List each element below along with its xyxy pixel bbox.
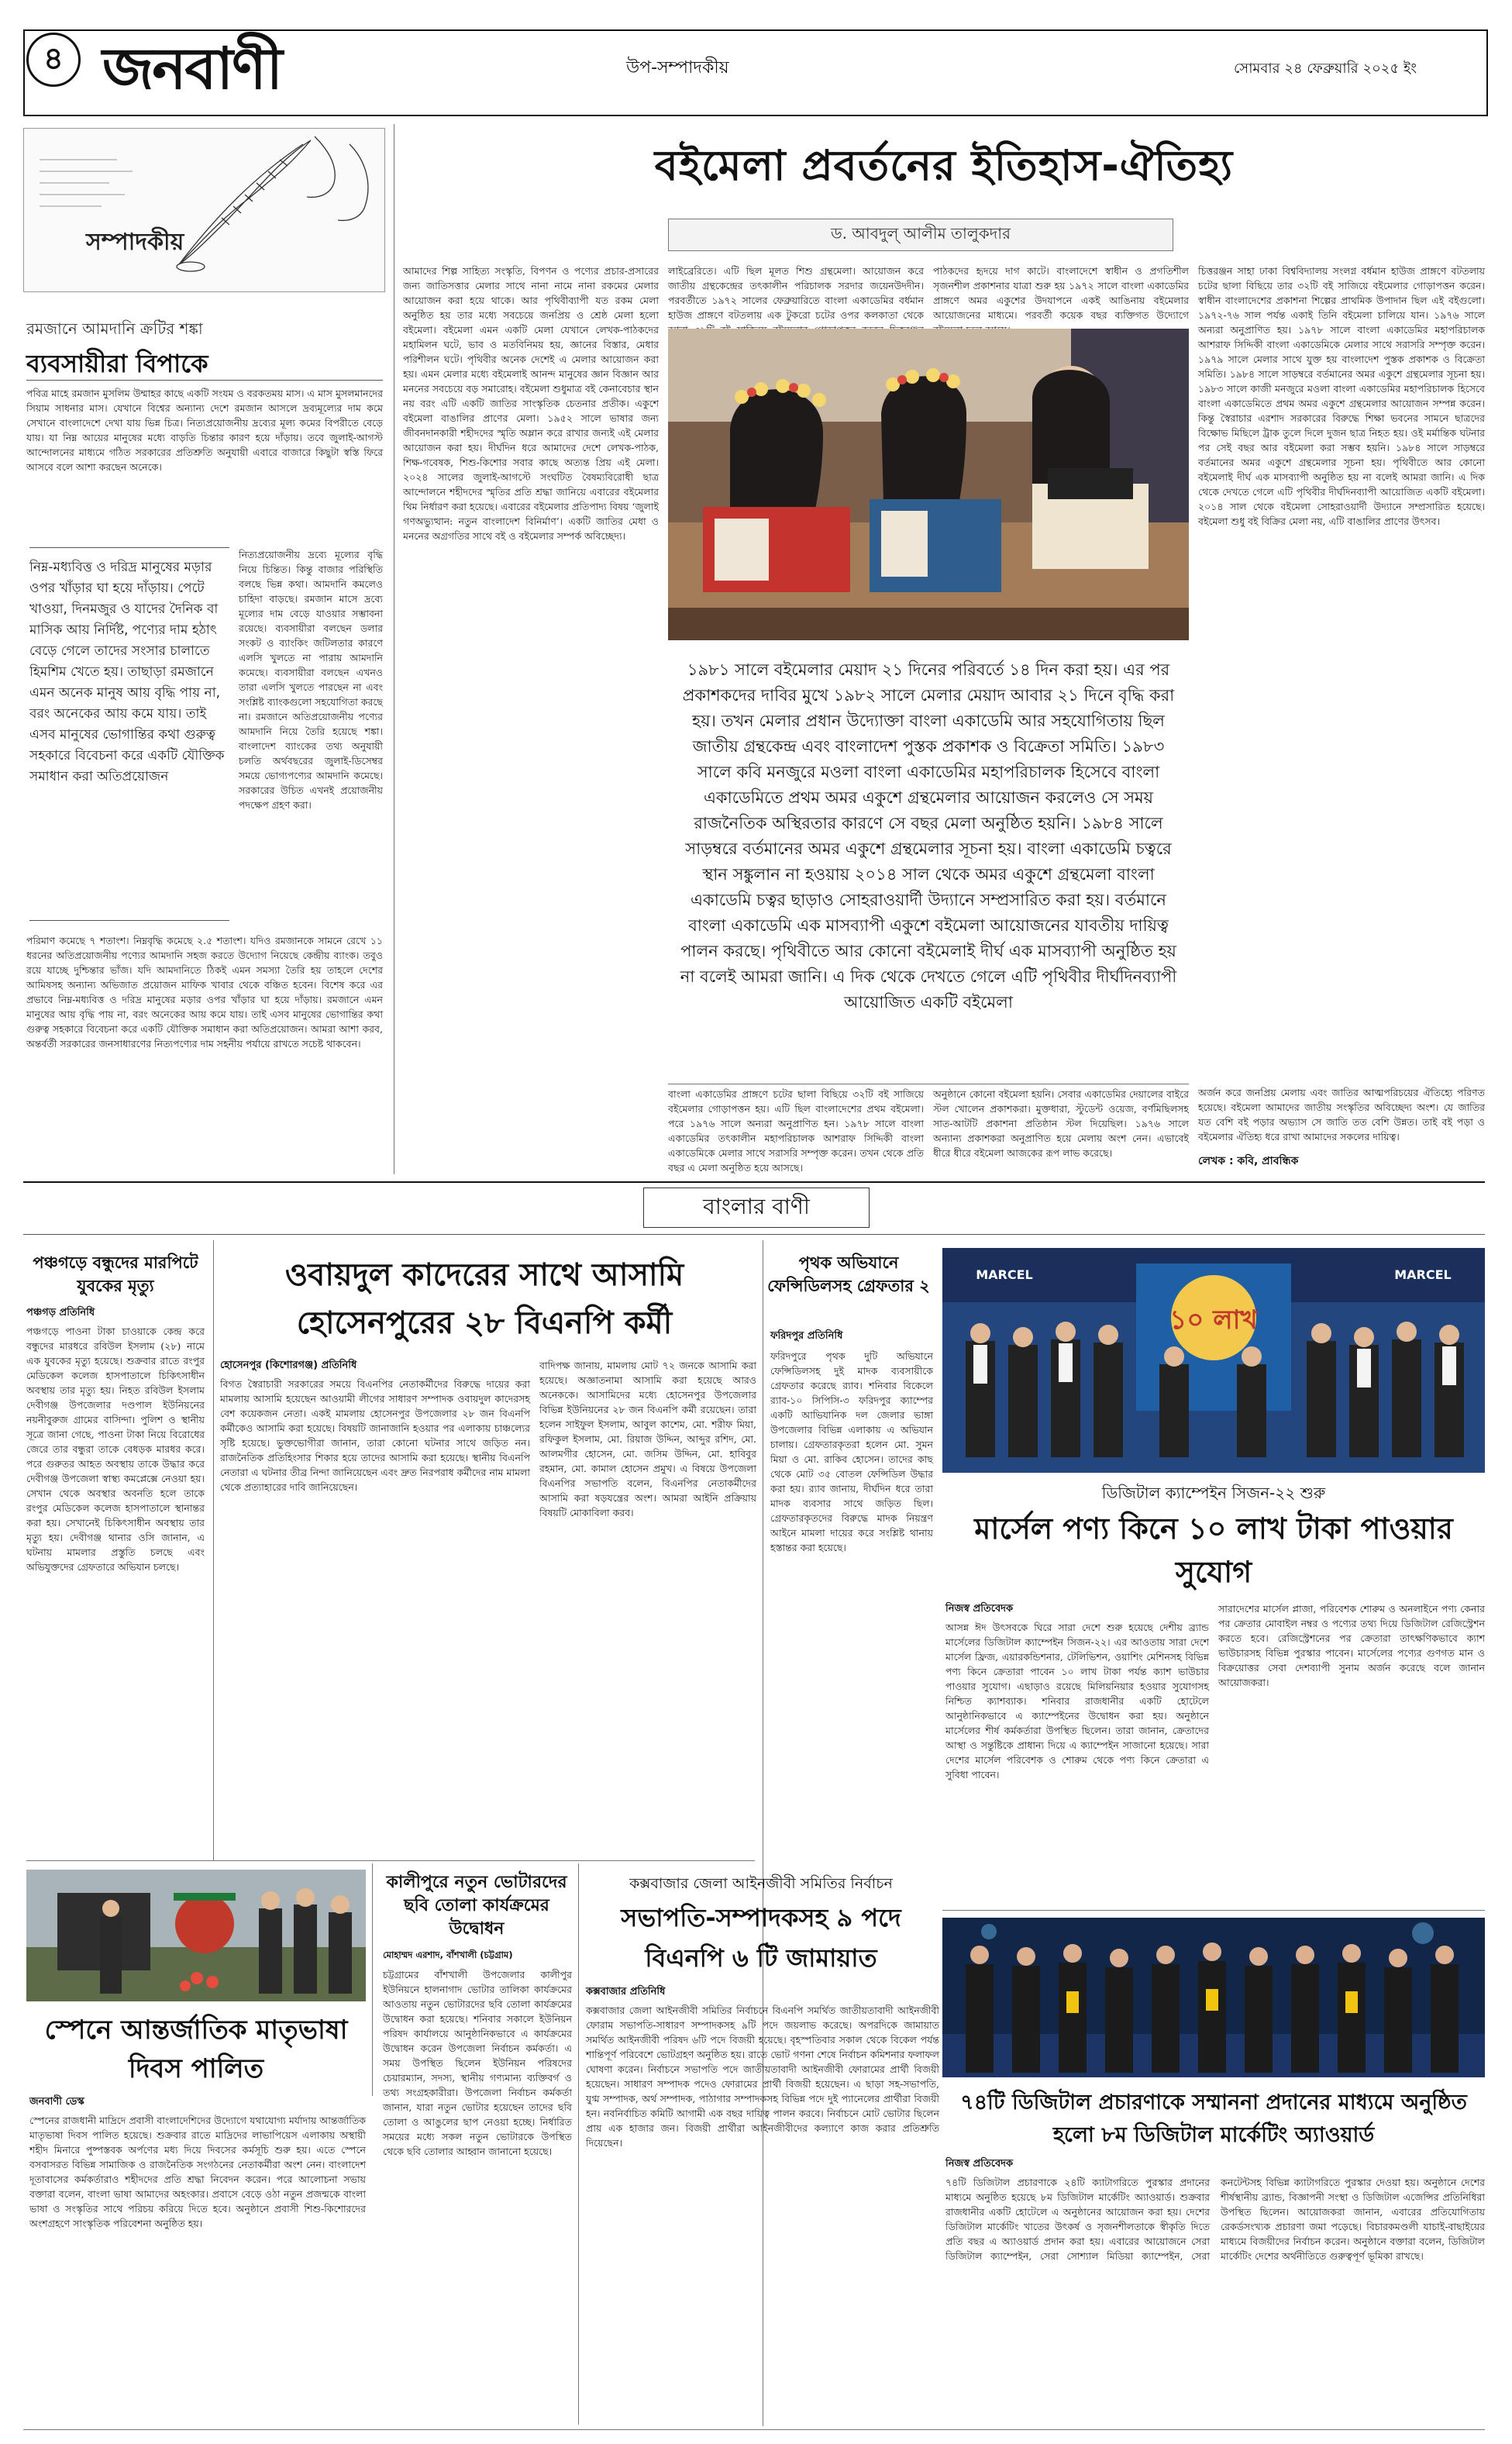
digital-title: ৭৪টি ডিজিটাল প্রচারণাকে সম্মাননা প্রদানের মাধ্যমে অনুষ্ঠিত হলো ৮ম ডিজিটাল মার্কেটিং অ্যাওয়ার্ড — [960, 2091, 1467, 2147]
spain-photo-art — [26, 1870, 366, 2001]
spain-reporter: জনবাণী ডেস্ক — [29, 2096, 84, 2108]
page-number: ৪ — [43, 40, 64, 77]
panchagarh-title: পঞ্চগড়ে বন্ধুদের মারপিটে যুবকের মৃত্যু — [33, 1253, 198, 1295]
panchagarh-body: পঞ্চগড়ে পাওনা টাকা চাওয়াকে কেন্দ্র করে বন্ধুদের মারধরে রবিউল ইসলাম (২৮) নামে এক যুবকের মৃত্যু হয়েছে। শুক্রবার রাতে রংপুর মেডিকেল কলেজ হাসপাতালে চিকিৎসাধীন অবস্থায় তার মৃত্যু হয়। নিহত রবিউল ইসলাম দেবীগঞ্জ উপজেলার দণ্ডপাল ইউনিয়নের নয়নীবুরুজ গ্রামের বাসিন্দা। পুলিশ ও স্থানীয় সূত্রে জানা গেছে, পাওনা টাকা নিয়ে বিরোধের জেরে তার বন্ধুরা তাকে বেধড়ক মারধর করে। পরে গুরুতর আহত অবস্থায় তাকে উদ্ধার করে দেবীগঞ্জ উপজেলা স্বাস্থ্য কমপ্লেক্সে নেওয়া হয়। সেখান থেকে অবস্থার অবনতি হলে তাকে রংপুর মেডিকেল কলেজ হাসপাতালে স্থানান্তর করা হয়। সেখানেই চিকিৎসাধীন অবস্থায় তার মৃত্যু হয়। দেবীগঞ্জ থানার ওসি জানান, এ ঘটনায় মামলার প্রস্তুতি চলছে এবং অভিযুক্তদের গ্রেফতারে অভিযান চলছে। — [26, 1325, 205, 1573]
section-label: উপ-সম্পাদকীয় — [626, 58, 729, 78]
obaidul-body-1: বিগত স্বৈরাচারী সরকারের সময়ে বিএনপির নেতাকর্মীদের বিরুদ্ধে দায়ের করা মামলায় আসামি হয়েছেন আওয়ামী লীগের সাধারণ সম্পাদক ওবায়দুল কাদেরসহ বেশ কয়েকজন নেতা। একই মামলায় হোসেনপুর উপজেলার ২৮ জন বিএনপি কর্মীকেও আসামি করা হয়েছে। বিষয়টি জানাজানি হওয়ার পর এলাকায় চাঞ্চল্যের সৃষ্টি হয়েছে। ভুক্তভোগীরা জানান, তারা কোনো ঘটনার সাথে জড়িত নন। রাজনৈতিক প্রতিহিংসার শিকার হয়ে তাদের আসামি করা হয়েছে। স্থানীয় বিএনপি নেতারা এ ঘটনার তীব্র নিন্দা জানিয়েছেন এবং দ্রুত নিরপরাধ কর্মীদের নাম মামলা থেকে প্রত্যাহারের দাবি জানিয়েছেন। — [220, 1378, 530, 1493]
feature-pullquote-text: ১৯৮১ সালে বইমেলার মেয়াদ ২১ দিনের পরিবর্তে ১৪ দিন করা হয়। এর পর প্রকাশকদের দাবির মুখে ১৯৮২ সালে মেলার মেয়াদ আবার ২১ দিনে বৃদ্ধি করা হয়। তখন মেলার প্রধান উদ্যোক্তা বাংলা একাডেমি আর সহযোগিতায় ছিল জাতীয় গ্রন্থকেন্দ্র এবং বাংলাদেশ পুস্তক প্রকাশক ও বিক্রেতা সমিতি। ১৯৮৩ সালে কবি মনজুরে মওলা বাংলা একাডেমির মহাপরিচালক হিসেবে বাংলা একাডেমিতে প্রথম অমর একুশে গ্রন্থমেলার আয়োজন করলেও সে সময় রাজনৈতিক অস্থিরতার কারণে সে বছর মেলা অনুষ্ঠিত হয়নি। ১৯৮৪ সালে সাড়ম্বরে বর্তমানের অমর একুশে গ্রন্থমেলার সূচনা হয়। বাংলা একাডেমি চত্বরে স্থান সঙ্কুলান না হওয়ায় ২০১৪ সাল থেকে অমর একুশে গ্রন্থমেলা বাংলা একাডেমি চত্বর ছাড়াও সোহরাওয়ার্দী উদ্যানে সম্প্রসারিত করা হয়। বর্তমানে বাংলা একাডেমি এক মাসব্যাপী একুশে বইমেলা আয়োজনের যাবতীয় দায়িত্ব পালন করছে। পৃথিবীতে আর কোনো বইমেলাই দীর্ঘ এক মাসব্যাপী অনুষ্ঠিত হয় না বলেই আমরা জানি। এ দিক থেকে দেখতে গেলে এটি পৃথিবীর দীর্ঘদিনব্যাপী আয়োজিত একটি বইমেলা — [680, 660, 1177, 1012]
obaidul-reporter: হোসেনপুর (কিশোরগঞ্জ) প্রতিনিধি — [220, 1360, 357, 1371]
hr-kalipur — [372, 1863, 373, 2096]
page-bottom-rule — [23, 2429, 1485, 2430]
marcel-brand-text: MARCEL — [1394, 1267, 1452, 1282]
editorial-kicker: রমজানে আমদানি ক্রটির শঙ্কা — [26, 319, 203, 338]
editorial-banner — [23, 128, 385, 292]
issue-date: সোমবার ২৪ ফেব্রুয়ারি ২০২৫ ইং — [1234, 60, 1417, 77]
feature-below-right: অনুষ্ঠানে কোনো বইমেলা হয়নি। সেবার একাডেমির দেয়ালের বাইরে স্টল খোলেন প্রকাশকরা। মুক্তধারা, স্টুডেন্ট ওয়েজ, বর্ণমিছিলসহ সাত-আটটি প্রকাশনা প্রতিষ্ঠান স্টল দিয়েছিল। ১৯৭৬ সালে অন্যান্য প্রকাশকরা অনুপ্রাণিত হয়ে মেলায় অংশ নেন। এভাবেই ধীরে ধীরে বইমেলা আজকের রূপ লাভ করেছে। — [933, 1088, 1189, 1159]
section-rule-bottom — [23, 1234, 1485, 1235]
kalipur-title: কালীপুরে নতুন ভোটারদের ছবি তোলা কার্যক্রমের উদ্বোধন — [386, 1873, 567, 1939]
faridpur-title: পৃথক অভিযানে ফেন্সিডিলসহ গ্রেফতার ২ — [767, 1253, 930, 1295]
marcel-reporter: নিজস্ব প্রতিবেদক — [945, 1603, 1014, 1615]
page-number-badge — [26, 33, 81, 87]
svg-text:MARCEL: MARCEL — [976, 1267, 1033, 1282]
feature-pullquote — [668, 650, 1189, 1084]
bottom-section-banner — [643, 1188, 870, 1228]
spain-body: স্পেনের রাজধানী মাদ্রিদে প্রবাসী বাংলাদেশিদের উদ্যোগে যথাযোগ্য মর্যাদায় আন্তর্জাতিক মাতৃভাষা দিবস পালিত হয়েছে। শুক্রবার রাতে মাদ্রিদের লাভাপিয়েস এলাকায় অস্থায়ী শহীদ মিনারে পুষ্পস্তবক অর্পণের মধ্য দিয়ে দিবসের কর্মসূচি শুরু হয়। এতে স্পেনে বসবাসরত বিভিন্ন সামাজিক ও রাজনৈতিক সংগঠনের নেতাকর্মীরা অংশ নেন। বাংলাদেশ দূতাবাসের কর্মকর্তারাও শহীদদের প্রতি শ্রদ্ধা নিবেদন করেন। পরে আলোচনা সভায় বক্তারা বলেন, বাংলা ভাষা আমাদের অহংকার। প্রবাসে বেড়ে ওঠা নতুন প্রজন্মকে বাংলা ভাষা ও সংস্কৃতির সাথে পরিচয় করিয়ে দিতে হবে। অনুষ্ঠানে প্রবাসী শিশু-কিশোরদের অংশগ্রহণে সাংস্কৃতিক পরিবেশনা অনুষ্ঠিত হয়। — [29, 2115, 366, 2229]
logo — [102, 36, 405, 110]
marcel-photo — [942, 1248, 1485, 1473]
feature-title: বইমেলা প্রবর্তনের ইতিহাস-ঐতিহ্য — [654, 141, 1234, 190]
editorial-title: ব্যবসায়ীরা বিপাকে — [26, 349, 208, 378]
editorial-body-col: নিত্যপ্রয়োজনীয় দ্রব্যে মূল্যের বৃদ্ধি নিয়ে চিন্তিত। কিন্তু বাজার পরিস্থিতি বলছে ভিন্ন কথা। আমদানি কমলেও চাহিদা বাড়ছে। রমজান মাসে দ্রব্যে মূল্যের দাম বেড়ে যাওয়ার সম্ভাবনা রয়েছে। ব্যবসায়ীরা বলছেন ডলার সংকট ও ব্যাংকিং জটিলতার কারণে এলসি খুলতে না পারায় আমদানি কমেছে। ব্যবসায়ীরা বলছেন এখনও তারা এলসি খুলতে পারছেন না এবং সংশ্লিষ্ট ব্যাংকগুলো সহযোগিতা করছে না। রমজানে অতিপ্রয়োজনীয় পণ্যের আমদানি নিয়ে তৈরি হয়েছে শঙ্কা। বাংলাদেশ ব্যাংকের তথ্য অনুযায়ী চলতি অর্থবছরের জুলাই-ডিসেম্বর সময়ে ভোগ্যপণ্যের আমদানি কমেছে। সরকারের উচিত এখনই প্রয়োজনীয় পদক্ষেপ গ্রহণ করা। — [239, 549, 383, 811]
feature-col-1: আমাদের শিল্প সাহিত্য সংস্কৃতি, বিপণন ও পণ্যের প্রচার-প্রসারের জন্য জাতিসত্তার মেলার সাথে নানা নামে নানা রকমের মেলার আয়োজন করা হয়ে থাকে। আর পৃথিবীব্যাপী যত রকম মেলা অনুষ্ঠিত হয় তার মধ্যে সবচেয়ে জনপ্রিয় ও শ্রেষ্ঠ মেলা হলো বইমেলা। বইমেলা এমন একটি মেলা যেখানে লেখক-পাঠকদের মহামিলন ঘটে, ভাব ও মতবিনিময় হয়, জ্ঞানের বিস্তার, মেধার পরিশীলন ঘটে। পৃথিবীর অনেক দেশেই এ মেলার আয়োজন করা হয়। এমন মেলার মধ্যে বইমেলাই আনন্দ মানুষের জ্ঞান বিজ্ঞান আর মননের সবচেয়ে বড় সমারোহ। বইমেলা শুধুমাত্র বই কেনাবেচার স্থান নয় বরং এটি একটি জাতির সাংস্কৃতিক চেতনার প্রতীক। একুশে বইমেলা বাঙালির প্রাণের মেলা। ১৯৫২ সালে ভাষার জন্য জীবনদানকারী শহীদদের স্মৃতি অম্লান করে রাখার জন্যই এই মেলার আয়োজন করা হয়। দীর্ঘদিন ধরে আমাদের দেশে লেখক-পাঠক, শিক্ষ-গবেষক, শিশু-কিশোর সবার কাছে অত্যন্ত প্রিয় এই মেলা। ২০২৪ সালের জুলাই-আগস্টে সংঘটিত বৈষম্যবিরোধী ছাত্র আন্দোলনে শহীদদের স্মৃতির প্রতি শ্রদ্ধা জানিয়ে এবারের বইমেলার থিম নির্ধারণ করা হয়েছে। এবারের বইমেলার প্রতিপাদ্য বিষয় ‘জুলাই গণঅভ্যুত্থান: নতুন বাংলাদেশ বিনির্মাণ’। একটি জাতির মেধা ও মননের অগ্রগতির সাথে বই ও বইমেলার সম্পর্ক অবিচ্ছেদ্য। — [403, 265, 659, 542]
feature-author-box — [668, 219, 1173, 251]
masthead-bottom-rule — [23, 115, 1485, 116]
digital-body: ৭৪টি ডিজিটাল প্রচারণাকে ২৪টি ক্যাটাগরিতে পুরস্কার প্রদানের মাধ্যমে অনুষ্ঠিত হয়েছে ৮ম ডিজিটাল মার্কেটিং অ্যাওয়ার্ড। শুক্রবার রাজধানীর একটি হোটেলে এ অনুষ্ঠানের আয়োজন করা হয়। দেশের ডিজিটাল মার্কেটিং খাতের উৎকর্ষ ও সৃজনশীলতাকে স্বীকৃতি দিতে প্রতি বছর এ অ্যাওয়ার্ড প্রদান করা হয়। এবারের আয়োজনে সেরা ডিজিটাল ক্যাম্পেইন, সেরা সোশ্যাল মিডিয়া ক্যাম্পেইন, সেরা কনটেন্টসহ বিভিন্ন ক্যাটাগরিতে পুরস্কার দেওয়া হয়। অনুষ্ঠানে দেশের শীর্ষস্থানীয় ব্র্যান্ড, বিজ্ঞাপনী সংস্থা ও ডিজিটাল এজেন্সির প্রতিনিধিরা উপস্থিত ছিলেন। আয়োজকরা জানান, এবারের প্রতিযোগিতায় রেকর্ডসংখ্যক প্রচারণা জমা পড়েছে। বিচারকমণ্ডলী যাচাই-বাছাইয়ের মাধ্যমে বিজয়ীদের নির্বাচন করেন। অনুষ্ঠানে বক্তারা বলেন, ডিজিটাল মার্কেটিং দেশের অর্থনীতিতে গুরুত্বপূর্ণ ভূমিকা রাখছে। — [945, 2177, 1485, 2262]
editorial-pullquote — [29, 547, 229, 921]
quill-pen-icon — [24, 129, 384, 291]
digital-reporter: নিজস্ব প্রতিবেদক — [945, 2158, 1014, 2170]
marcel-title: মার্সেল পণ্য কিনে ১০ লাখ টাকা পাওয়ার সুযোগ — [974, 1512, 1453, 1589]
editorial-banner-label: সম্পাদকীয় — [86, 229, 184, 256]
marcel-kicker: ডিজিটাল ক্যাম্পেইন সিজন-২২ শুরু — [1101, 1484, 1326, 1502]
feature-below-left: বাংলা একাডেমির প্রাঙ্গণে চটের ছালা বিছিয়ে ৩২টি বই সাজিয়ে বইমেলার গোড়াপত্তন হয়। এটি ছিল বাংলাদেশের প্রথম বইমেলা। পরে ১৯৭৬ সালে অন্যরা অনুপ্রাণিত হন। ১৯৭৮ সালে বাংলা একাডেমির তৎকালীন মহাপরিচালক আশরাফ সিদ্দিকী বাংলা একাডেমিকে মেলার সাথে সরাসরি সম্পৃক্ত করেন। তখন থেকে প্রতি বছর এ মেলা অনুষ্ঠিত হয়ে আসছে। — [668, 1088, 924, 1174]
spain-photo — [26, 1870, 366, 2001]
bookfair-photo-art — [668, 329, 1189, 640]
award-photo-art — [942, 1918, 1485, 2077]
editorial-pullquote-text: নিম্ন-মধ্যবিত্ত ও দরিদ্র মানুষের মড়ার ওপর খাঁড়ার ঘা হয়ে দাঁড়ায়। পেটে খাওয়া, দিনমজুর ও যাদের দৈনিক বা মাসিক আয় নির্দিষ্ট, পণ্যের দাম হঠাৎ বেড়ে গেলে তাদের সংসার চালাতে হিমশিম খেতে হয়। তাছাড়া রমজানে এমন অনেক মানুষ আয় বৃদ্ধি পায় না, বরং অনেকের আয় কমে যায়। তাই এসব মানুষের ভোগান্তির কথা গুরুত্ব সহকারে বিবেচনা করে একটি যৌক্তিক সমাধান করা অতিপ্রয়োজন — [29, 560, 225, 784]
logo-text: জনবাণী — [102, 35, 281, 102]
editorial-body-bottom: পরিমাণ কমেছে ৭ শতাংশ। নিম্নবৃদ্ধি কমেছে ২.৫ শতাংশ। যদিও রমজানকে সামনে রেখে ১১ ধরনের অতিপ্রয়োজনীয় পণ্যের আমদানি সহজ করতে উদ্যোগ নিয়েছে কেন্দ্রীয় ব্যাংক। তবুও রয়ে যাচ্ছে দুশ্চিন্তার ভাঁজ। যদি আমদানিতে ঠিকই এমন সমস্যা তৈরি হয় তাহলে দেশের আমিষসহ অন্যান্য অভিজাত প্রয়োজন মাফিক খাবার থেকে বঞ্চিত হবেন। বিশেষ করে এর প্রভাবে নিম্ন-মধ্যবিত্ত ও দরিদ্র মানুষের মড়ার ওপর খাঁড়ার ঘা হয়ে দাঁড়ায়। রমজানে এমন মানুষের আয় বৃদ্ধি পায় না, বরং অনেকের আয় কমে যায়। তাই এসব মানুষের ভোগান্তির কথা গুরুত্ব সহকারে বিবেচনা করে একটি যৌক্তিক সমাধান করা অতিপ্রয়োজন। আমরা আশা করব, অন্তর্বর্তী সরকারের জনসাধারণের নিত্যপণ্যের দাম সহনীয় পর্যায়ে রাখতে সচেষ্ট থাকবেন। — [26, 935, 383, 1050]
faridpur-body: ফরিদপুরে পৃথক দুটি অভিযানে ফেন্সিডিলসহ দুই মাদক ব্যবসায়ীকে গ্রেফতার করেছে র‌্যাব। শনিবার বিকেলে র‌্যাব-১০ সিপিসি-৩ ফরিদপুর ক্যাম্পের একটি আভিযানিক দল জেলার ভাঙ্গা উপজেলার বিভিন্ন এলাকায় এ অভিযান চালায়। গ্রেফতারকৃতরা হলেন মো. সুমন মিয়া ও মো. রাকিব হোসেন। তাদের কাছ থেকে মোট ৩৫ বোতল ফেন্সিডিল উদ্ধার করা হয়। র‌্যাব জানায়, দীর্ঘদিন ধরে তারা মাদক ব্যবসার সাথে জড়িত ছিল। গ্রেফতারকৃতদের বিরুদ্ধে মাদক নিয়ন্ত্রণ আইনে মামলা দায়ের করে সংশ্লিষ্ট থানায় হস্তান্তর করা হয়েছে। — [770, 1350, 933, 1553]
marcel-body-2: সারাদেশের মার্সেল প্লাজা, পরিবেশক শোরুম ও অনলাইনে পণ্য কেনার পর ক্রেতার মোবাইল নম্বর ও পণ্যের তথ্য দিয়ে ডিজিটাল রেজিস্ট্রেশন করতে হবে। রেজিস্ট্রেশনের পর ক্রেতারা তাৎক্ষণিকভাবে ক্যাশ ভাউচারসহ বিভিন্ন পুরস্কার পাবেন। মার্সেলের পণ্যের গুণগত মান ও বিক্রয়োত্তর সেবা দেশব্যাপী সুনাম অর্জন করেছে বলে জানান আয়োজকরা। — [1218, 1603, 1485, 1688]
coxs-body: কক্সবাজার জেলা আইনজীবী সমিতির নির্বাচনে বিএনপি সমর্থিত জাতীয়তাবাদী আইনজীবী ফোরাম সভাপতি-সাধারণ সম্পাদকসহ ৯টি পদে জয়লাভ করেছে। অপরদিকে জামায়াত সমর্থিত আইনজীবী পরিষদ ৬টি পদে বিজয়ী হয়েছে। বৃহস্পতিবার সকাল থেকে বিকেল পর্যন্ত শান্তিপূর্ণ পরিবেশে ভোটগ্রহণ অনুষ্ঠিত হয়। রাতে ভোট গণনা শেষে নির্বাচন কমিশনার ফলাফল ঘোষণা করেন। নির্বাচনে সভাপতি পদে জাতীয়তাবাদী আইনজীবী ফোরামের প্রার্থী বিজয়ী হয়েছেন। সাধারণ সম্পাদক পদেও ফোরামের প্রার্থী বিজয়ী হয়েছেন। এ ছাড়া সহ-সভাপতি, যুগ্ম সম্পাদক, অর্থ সম্পাদক, পাঠাগার সম্পাদকসহ বিভিন্ন পদে দুই প্যানেলের প্রার্থীরা বিজয়ী হন। নবনির্বাচিত কমিটি আগামী এক বছর দায়িত্ব পালন করবে। নির্বাচনে মোট ভোটার ছিলেন প্রায় এক হাজার জন। বিজয়ী প্রার্থীরা আইনজীবীদের কল্যাণে কাজ করার প্রতিশ্রুতি দিয়েছেন। — [586, 2004, 939, 2149]
hr-digital — [942, 1910, 1485, 1911]
marcel-board-text: ১০ লাখ — [1169, 1305, 1258, 1336]
hr-coxs-left — [578, 1863, 579, 2425]
col-divider-a — [213, 1240, 214, 1860]
spain-title: স্পেনে আন্তর্জাতিক মাতৃভাষা দিবস পালিত — [44, 2015, 348, 2084]
feature-end-col: অর্জন করে জনপ্রিয় মেলায় এবং জাতির আত্মপরিচয়ের ঐতিহ্যে পরিণত হয়েছে। বইমেলা আমাদের জাতীয় সংস্কৃতির অবিচ্ছেদ্য অংশ। যে জাতির যত বেশি বই পড়ার অভ্যাস সে জাতি তত বেশি উন্নত। তাই বই পড়া ও বইমেলার ঐতিহ্য ধরে রাখা আমাদের সকলের দায়িত্ব। — [1198, 1087, 1485, 1143]
panchagarh-reporter: পঞ্চগড় প্রতিনিধি — [26, 1307, 95, 1319]
feature-author-note: লেখক : কবি, প্রাবন্ধিক — [1198, 1155, 1299, 1167]
marcel-photo-art — [942, 1248, 1485, 1473]
editorial-title-rule — [26, 380, 383, 381]
marcel-body: আসন্ন ঈদ উৎসবকে ঘিরে সারা দেশে শুরু হয়েছে দেশীয় ব্র্যান্ড মার্সেলের ডিজিটাল ক্যাম্পেইন সিজন-২২। এর আওতায় সারা দেশে মার্সেল ফ্রিজ, এয়ারকন্ডিশনার, টেলিভিশন, ওয়াশিং মেশিনসহ বিভিন্ন পণ্য কিনে ক্রেতারা পাবেন ১০ লাখ টাকা পর্যন্ত ক্যাশ ভাউচার পাওয়ার সুযোগ। এছাড়াও রয়েছে মিলিয়নিয়ার হওয়ার সুযোগসহ নিশ্চিত ক্যাশব্যাক। শনিবার রাজধানীর একটি হোটেলে আনুষ্ঠানিকভাবে এ ক্যাম্পেইনের উদ্বোধন করা হয়। অনুষ্ঠানে মার্সেলের শীর্ষ কর্মকর্তারা উপস্থিত ছিলেন। তারা জানান, ক্রেতাদের আস্থা ও সন্তুষ্টিকে প্রাধান্য দিয়ে এ ক্যাম্পেইন সাজানো হয়েছে। সারা দেশের মার্সেল পরিবেশক ও শোরুম থেকে পণ্য কিনে ক্রেতারা এ সুবিধা পাবেন। — [945, 1622, 1209, 1780]
feature-author: ড. আবদুল্ আলীম তালুকদার — [830, 223, 1011, 243]
feature-col-5: চিত্তরঞ্জন সাহা ঢাকা বিশ্ববিদ্যালয় সংলগ্ন বর্ধমান হাউজ প্রাঙ্গণে বটতলায় চটের ছালা বিছিয়ে তার ৩২টি বই সাজিয়ে বইমেলার গোড়াপত্তন করেন। স্বাধীন বাংলাদেশের প্রকাশনা শিল্পের প্রাথমিক উপাদান ছিল এই বইগুলো। ১৯৭২-৭৬ সাল পর্যন্ত একাই তিনি বইমেলা চালিয়ে যান। ১৯৭৬ সালে অন্যরা অনুপ্রাণিত হয়। ১৯৭৮ সালে বাংলা একাডেমির মহাপরিচালক আশরাফ সিদ্দিকী বাংলা একাডেমিকে মেলার সাথে সরাসরি সম্পৃক্ত করেন। ১৯৭৯ সালে মেলার সাথে যুক্ত হয় বাংলাদেশ পুস্তক প্রকাশক ও বিক্রেতা সমিতি। ১৯৮৪ সালে সাড়ম্বরে বর্তমানের অমর একুশে গ্রন্থমেলার সূচনা হয়। ১৯৮৩ সালে কাজী মনজুরে মওলা বাংলা একাডেমির মহাপরিচালক হিসেবে বাংলা একাডেমিতে প্রথম অমর একুশে গ্রন্থমেলার আয়োজন সম্পন্ন করেন। কিন্তু স্বৈরাচার এরশাদ সরকারের বিরুদ্ধে শিক্ষা ভবনের সামনে ছাত্রদের বিক্ষোভ মিছিলে ট্রাক তুলে দিলে দুজন ছাত্র নিহত হয়। ওই মর্মান্তিক ঘটনার পর সেই বছর আর বইমেলা করা সম্ভব হয়নি। ১৯৮৪ সালে সাড়ম্বরে বর্তমানের অমর একুশে গ্রন্থমেলার সূচনা হয়। পৃথিবীতে আর কোনো বইমেলাই দীর্ঘ এক মাসব্যাপী অনুষ্ঠিত হয় না বলেই আমরা জানি। এ দিক থেকে দেখতে গেলে এটি পৃথিবীর দীর্ঘদিনব্যাপী আয়োজিত একটি বইমেলা। ২০১৪ সাল থেকে বইমেলা সোহরাওয়ার্দী উদ্যানে সম্প্রসারিত হয়েছে। বইমেলা শুধু বই বিক্রির মেলা নয়, এটি বাঙালির প্রাণের উৎসব। — [1198, 265, 1485, 527]
coxs-title: সভাপতি-সম্পাদকসহ ৯ পদে বিএনপি ৬ টি জামায়াত — [621, 1903, 901, 1973]
coxs-kicker: কক্সবাজার জেলা আইনজীবী সমিতির নির্বাচন — [629, 1875, 893, 1892]
faridpur-reporter: ফরিদপুর প্রতিনিধি — [770, 1330, 843, 1342]
kalipur-body: চট্টগ্রামের বাঁশখালী উপজেলার কালীপুর ইউনিয়নে হালনাগাদ ভোটার তালিকা কার্যক্রমের আওতায় নতুন ভোটারদের ছবি তোলা কার্যক্রমের উদ্বোধন করা হয়েছে। শনিবার সকালে ইউনিয়ন পরিষদ কার্যালয়ে আনুষ্ঠানিকভাবে এ কার্যক্রমের উদ্বোধন করেন উপজেলা নির্বাচন কর্মকর্তা। এ সময় উপস্থিত ছিলেন ইউনিয়ন পরিষদের চেয়ারম্যান, সদস্য, স্থানীয় গণ্যমান্য ব্যক্তিবর্গ ও তথ্য সংগ্রহকারীরা। উপজেলা নির্বাচন কর্মকর্তা জানান, যারা নতুন ভোটার হয়েছেন তাদের ছবি তোলা ও আঙুলের ছাপ নেওয়া হচ্ছে। নির্ধারিত সময়ের মধ্যে সকল নতুন ভোটারকে উপস্থিত থেকে ছবি তোলার আহ্বান জানানো হয়েছে। — [383, 1969, 572, 2157]
bottom-section-banner-label: বাংলার বাণী — [703, 1193, 810, 1219]
bookfair-photo — [668, 329, 1189, 640]
award-photo — [942, 1918, 1485, 2077]
feature-col-4: পাঠকদের হৃদয়ে দাগ কাটে। বাংলাদেশে স্বাধীন ও প্রগতিশীল সৃজনশীল প্রকাশনার যাত্রা শুরু হয় ১৯৭২ সালে বাংলা একাডেমির প্রাঙ্গণে অমর একুশের উদযাপনে একই আঙিনায় বইমেলার আয়োজনের মাধ্যমে। পরবর্তী কয়েক বছর ব্যক্তিগত উদ্যোগে — [933, 265, 1189, 321]
feature-col-2: লাইব্রেরিতে। এটি ছিল মূলত শিশু গ্রন্থমেলা। আয়োজন করে জাতীয় গ্রন্থকেন্দ্রের তৎকালীন পরিচালক সরদার জয়েনউদদীন। পরবর্তীতে ১৯৭২ সালের ফেব্রুয়ারিতে বাংলা একাডেমির বর্ধমান হাউজ প্রাঙ্গণে বটতলায় এক টুকরো চটের ওপর কলকাতা থেকে — [668, 265, 924, 321]
section-rule-top — [23, 1181, 1485, 1183]
kalipur-reporter: মোহাম্মদ এরশাদ, বাঁশখালী (চট্টগ্রাম) — [383, 1949, 513, 1960]
coxs-reporter: কক্সবাজার প্রতিনিধি — [586, 1986, 666, 1998]
editorial-body-top: পবিত্র মাহে রমজান মুসলিম উম্মাহর কাছে একটি সংযম ও বরকতময় মাস। এ মাস মুসলমানদের সিয়াম সাধনার মাস। যেখানে বিশ্বের অন্যান্য দেশে রমজান আসলে দ্রব্যমূল্যের দাম কমে সেখানে বাংলাদেশে দেখা যায় ভিন্ন চিত্র। নিত্যপ্রয়োজনীয় দ্রব্যের মূল্য কমের বিপরীতে বেড়ে যায়। যা নিম্ন আয়ের মানুষের মধ্যে বাড়তি চিন্তার কারণ হয়ে দাঁড়ায়। তবে জুলাই-আগস্ট আন্দোলনের মাধ্যমে গঠিত সরকারের প্রতিশ্রুতি অনুযায়ী এবারে বাজারে কিছুটা স্বস্তি ফিরে আসবে বলে আশা করছেন অনেকে। — [26, 388, 383, 473]
hr-spain — [26, 1860, 755, 1861]
obaidul-body-2: বাদিপক্ষ জানায়, মামলায় মোট ৭২ জনকে আসামি করা হয়েছে। অজ্ঞাতনামা আসামি করা হয়েছে আরও অনেককে। আসামিদের মধ্যে হোসেনপুর উপজেলার বিভিন্ন ইউনিয়নের ২৮ জন বিএনপি কর্মী রয়েছেন। তারা হলেন সাইফুল ইসলাম, আবুল কাশেম, মো. শরীফ মিয়া, রফিকুল ইসলাম, মো. রিয়াজ উদ্দিন, আব্দুর রশিদ, মো. আলমগীর হোসেন, মো. জসিম উদ্দিন, মো. হাবিবুর রহমান, মো. কামাল হোসেন প্রমুখ। এ বিষয়ে উপজেলা বিএনপির সভাপতি বলেন, বিএনপির নেতাকর্মীদের আসামি করা ষড়যন্ত্রের অংশ। আমরা আইনি প্রক্রিয়ায় বিষয়টি মোকাবিলা করব। — [539, 1360, 756, 1518]
obaidul-title: ওবায়দুল কাদেরের সাথে আসামি হোসেনপুরের ২৮ বিএনপি কর্মী — [284, 1257, 684, 1341]
